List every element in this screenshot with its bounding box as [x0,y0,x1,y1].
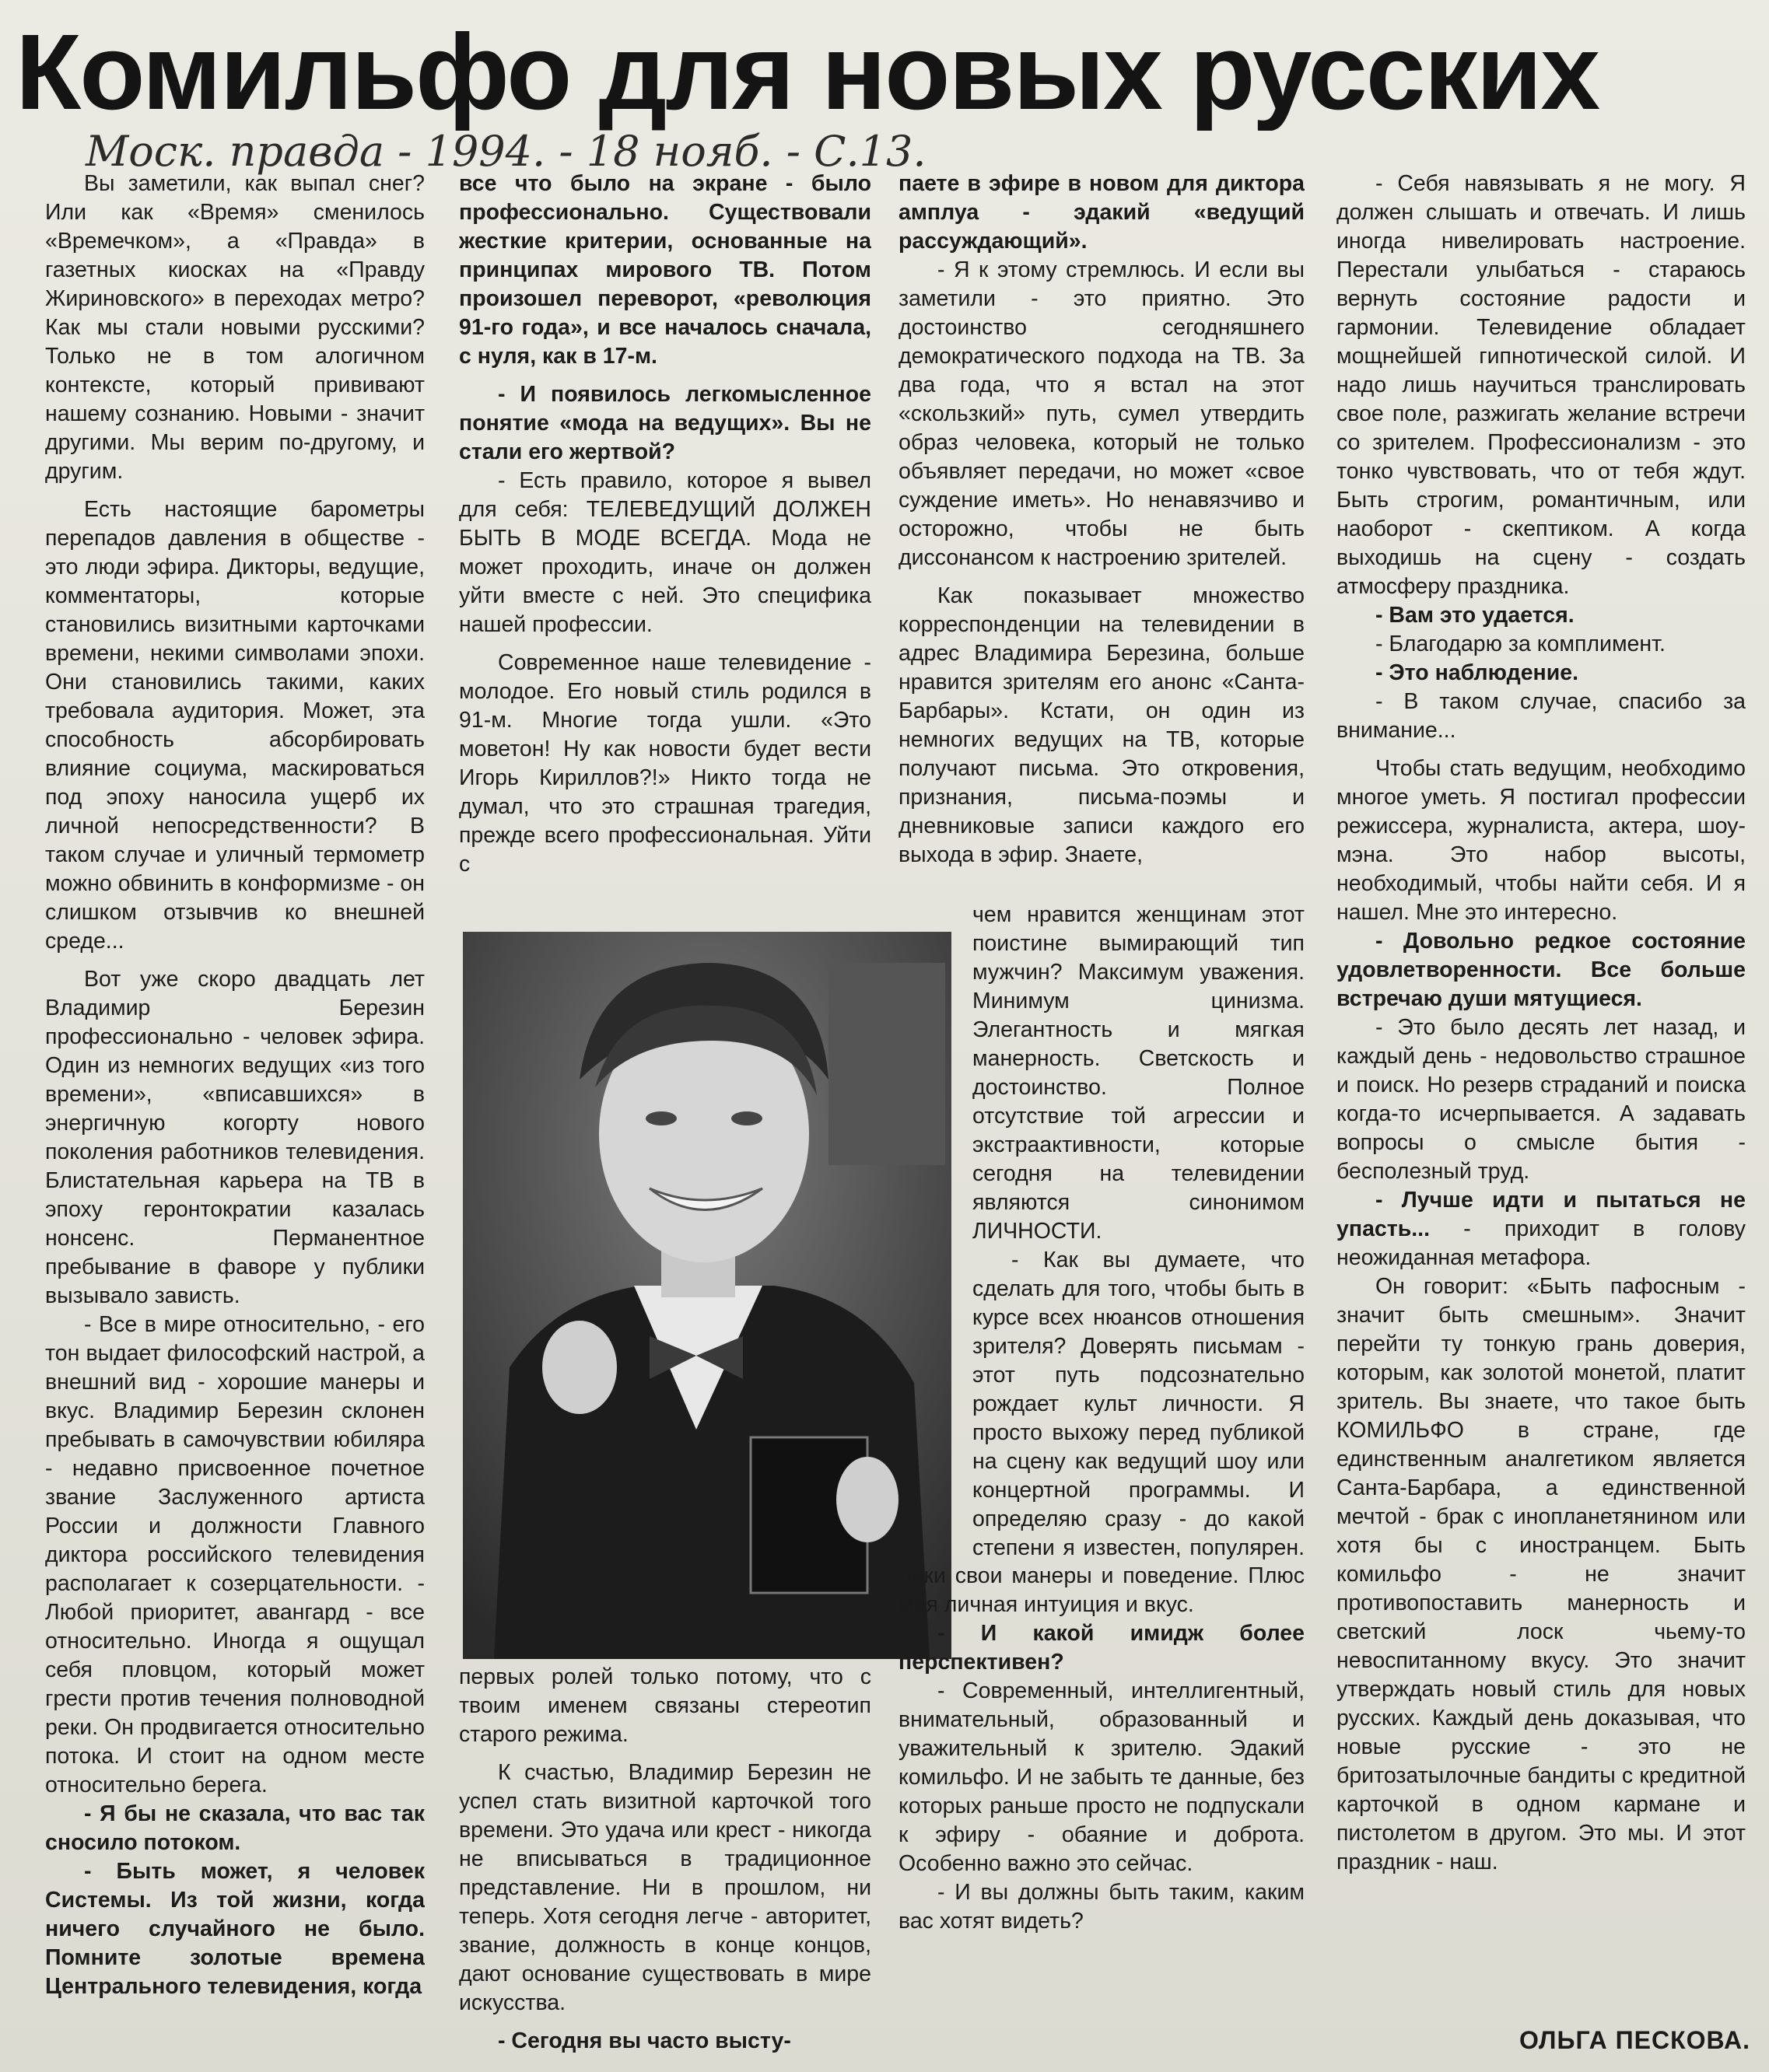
paragraph: Современное наше телевидение - молодое. Его новый стиль родился в 91-м. Многие тогда ушли. «Это моветон! Ну как новости будет вести Игорь Кириллов?!» Никто тогда не думал, что это страшная трагедия, прежде всего профессиональная. Уйти с [459,650,871,877]
answer-paragraph: - Это было десять лет назад, и каждый день - недовольство страшное и поиск. Но резерв страданий и поиска когда-то исчерпывается. А задавать вопросы о смысле бытия - бесполезный труд. [1336,1015,1746,1184]
article-column-3-bottom [899,1562,1305,2060]
paragraph: К счастью, Владимир Березин не успел стать визитной карточкой того времени. Это удача или крест - никогда не вписываться в традиционное представление. Ни в прошлом, ни теперь. Хотя сегодня легче - авторитет, звание, должность в конце концов, дают основание существовать в мире искусства. [459,1760,871,2015]
article-column-4 [1336,170,1746,2052]
answer-paragraph: - Благодарю за комплимент. [1375,632,1666,656]
article-column-1 [45,170,425,2052]
article-column-2 [459,170,871,924]
question-paragraph: - Это наблюдение. [1375,660,1579,685]
question-paragraph: - Довольно редкое состояние удовлетворенности. Все больше встречаю души мятущиеся. [1336,929,1746,1011]
headline: Комильфо для новых русских [16,14,1599,131]
paragraph: Вот уже скоро двадцать лет Владимир Березин профессионально - человек эфира. Один из немногих ведущих «из того времени», «вписавшихся» в энергичную когорту нового поколения работников телевидения. Блистательная карьера на ТВ в эпоху геронтократии казалась нонсенс. Перманентное пребывание в фаворе у публики вызывало зависть. [45,967,425,1308]
article-column-2-continued [459,1663,871,2060]
answer-paragraph: - Себя навязывать я не могу. Я должен слышать и отвечать. И лишь иногда нивелировать настроение. Перестали улыбаться - стараюсь вернуть состояние радости и гармонии. Телевидение обладает мощнейшей гипнотической силой. И надо лишь научиться транслировать свое поле, разжигать желание встречи со зрителем. Профессионализм - это тонко чувствовать, что от тебя ждут. Быть строгим, романтичным, или наоборот - скептиком. А когда выходишь на сцену - создать атмосферу праздника. [1336,171,1746,599]
phrase: - приходит в голову неожиданная метафора. [1336,1216,1746,1270]
answer-paragraph: - Современный, интеллигентный, внимательный, образованный и уважительный к зрителю. Эдакий комильфо. И не забыть те данные, без которых раньше просто не подпускали к эфиру - обаяние и доброта. Особенно важно это сейчас. [899,1678,1305,1876]
article-column-3-middle [972,901,1305,1562]
paragraph: лики свои манеры и поведение. Плюс моя личная интуиция и вкус. [899,1563,1305,1617]
question-paragraph: - Сегодня вы часто высту- [498,2028,791,2053]
paragraph: чем нравится женщинам этот поистине вымирающий тип мужчин? Максимум уважения. Минимум цинизма. Элегантность и мягкая манерность. Светскость и достоинство. Полное отсутствие той агрессии и экстраактивности, которые сегодня на телевидении являются синонимом ЛИЧНОСТИ. [972,902,1305,1244]
handwritten-source-note: Моск. правда - 1994. - 18 нояб. - С.13. [86,127,927,176]
paragraph: все что было на экране - было профессионально. Существовали жесткие критерии, основанные на принципах мирового ТВ. Потом произошел переворот, «революция 91-го года», и все началось сначала, с нуля, как в 17-м. [459,171,871,369]
paragraph: Есть настоящие барометры перепадов давления в обществе - это люди эфира. Дикторы, ведущие, комментаторы, которые становились визитными карточками времени, некими символами эпохи. Они становились такими, каких требовала аудитория. Может, эта способность абсорбировать влияние социума, маскироваться под эпоху наносила ущерб их личной непосредственности? В таком случае и уличный термометр можно обвинить в конформизме - он слишком отзывчив ко внешней среде... [45,497,425,954]
paragraph: первых ролей только потому, что с твоим именем связаны стереотип старого режима. [459,1664,871,1747]
paragraph: Вы заметили, как выпал снег? Или как «Время» сменилось «Времечком», а «Правда» в газетных киосках на «Правду Жириновского» в переходах метро? Как мы стали новыми русскими? Только не в том алогичном контексте, который прививают нашему сознанию. Новыми - значит другими. Мы верим по-другому, и другим. [45,171,425,484]
question-paragraph: - И вы должны быть таким, каким вас хотят видеть? [899,1880,1305,1934]
question-paragraph: - И какой имидж более перспективен? [899,1621,1305,1675]
question-paragraph: - Вам это удается. [1375,603,1575,628]
answer-paragraph: - В таком случае, спасибо за внимание... [1336,689,1746,743]
question-paragraph: паете в эфире в новом для диктора амплуа - эдакий «ведущий рассуждающий». [899,171,1305,254]
author-byline: ОЛЬГА ПЕСКОВА. [1519,2026,1750,2054]
paragraph: Чтобы стать ведущим, необходимо многое уметь. Я постигал профессии режиссера, журналиста, актера, шоу-мэна. Это набор высоты, необходимый, чтобы найти себя. И я нашел. Мне это интересно. [1336,756,1746,925]
paragraph [1336,1186,1746,1272]
answer-paragraph: - Я к этому стремлюсь. И если вы заметили - это приятно. Это достоинство сегодняшнего демократического подхода на ТВ. За два года, что я встал на этот «скользкий» путь, сумел утвердить образ человека, который не только объявляет передачи, но может «свое суждение иметь». Но ненавязчиво и осторожно, чтобы не быть диссонансом к настроению зрителей. [899,257,1305,570]
question-paragraph: - Как вы думаете, что сделать для того, чтобы быть в курсе всех нюансов отношения зрителя? Доверять письмам - этот путь подсознательно рождает культ личности. Я просто выхожу перед публикой на сцену как ведущий шоу или концертной программы. И определяю сразу - до какой степени я известен, популярен. [972,1248,1305,1560]
portrait-image [463,932,951,1659]
paragraph: Он говорит: «Быть пафосным - значит быть смешным». Значит перейти ту тонкую грань доверия, которым, как золотой монетой, платит зритель. Вы знаете, что такое быть КОМИЛЬФО в стране, где единственным аналгетиком является Санта-Барбара, а единственной мечтой - брак с инопланетянином или хотя бы с иностранцем. Быть комильфо - не значит противопоставить манерность и светский лоск чьему-то невоспитанному вкусу. Это значит утверждать новый стиль для новых русских. Каждый день доказывая, что новые русские - это не бритозатылочные бандиты с кредитной карточкой в одном кармане и пистолетом в другом. Это мы. И этот праздник - наш. [1336,1274,1746,1874]
answer-paragraph: - Быть может, я человек Системы. Из той жизни, когда ничего случайного не было. Помните золотые времена Центрального телевидения, когда [45,1859,425,1999]
bold-phrase: - Лучше идти и пытаться не упасть... [1336,1188,1746,1241]
question-paragraph: - И появилось легкомысленное понятие «мода на ведущих». Вы не стали его жертвой? [459,382,871,464]
portrait-photo [463,932,951,1659]
paragraph: - Все в мире относительно, - его тон выдает философский настрой, а внешний вид - хорошие манеры и вкус. Владимир Березин склонен пребывать в самочувствии юбиляра - недавно присвоенное почетное звание Заслуженного артиста России и должности Главного диктора российского телевидения располагает к созерцательности. - Любой приоритет, авангард - все относительно. Иногда я ощущал себя пловцом, который может грести против течения полноводной реки. Он продвигается относительно потока. И стоит на одном месте относительно берега. [45,1312,425,1797]
article-column-3 [899,170,1305,901]
answer-paragraph: - Есть правило, которое я вывел для себя: ТЕЛЕВЕДУЩИЙ ДОЛЖЕН БЫТЬ В МОДЕ ВСЕГДА. Мода не может проходить, иначе он должен уйти вместе с ней. Это специфика нашей профессии. [459,468,871,637]
question-paragraph: - Я бы не сказала, что вас так сносило потоком. [45,1801,425,1855]
paragraph: Как показывает множество корреспонденции на телевидении в адрес Владимира Березина, больше нравится зрителям его анонс «Санта-Барбары». Кстати, он один из немногих ведущих на ТВ, которые получают письма. Это откровения, признания, письма-поэмы и дневниковые записи каждого его выхода в эфир. Знаете, [899,583,1305,867]
